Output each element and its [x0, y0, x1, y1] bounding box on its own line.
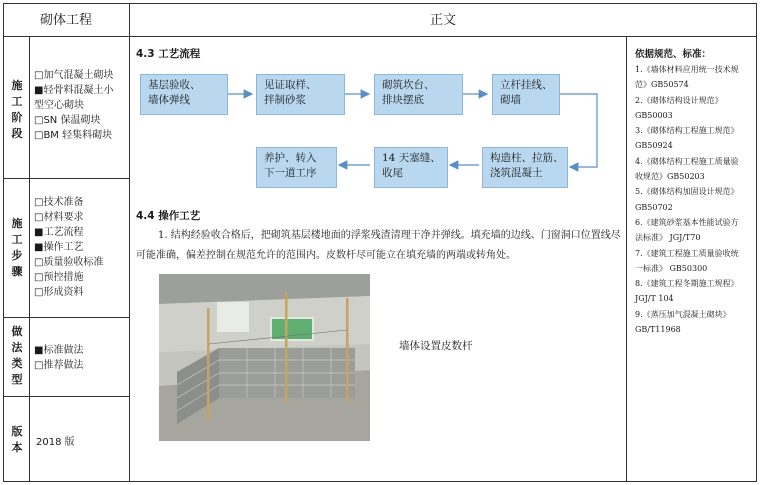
flow-step: [482, 147, 568, 188]
method-option: ■标准做法: [34, 345, 84, 356]
wall-photo: [159, 274, 370, 441]
flow-step-text: 构造柱、拉筋、: [490, 152, 564, 164]
references-title: 依据规范、标准：: [635, 49, 712, 60]
reference-line: 6.《建筑砂浆基本性能试验方: [635, 217, 739, 227]
stage-option: □SN 保温砌块: [34, 115, 101, 126]
section-title: 4.3 工艺流程: [136, 48, 201, 60]
flow-step-text: 下一道工序: [264, 167, 317, 179]
header-main: 正文: [430, 13, 457, 28]
reference-line: 5.《砌体结构加固设计规范》: [635, 187, 739, 197]
steps-option: ■操作工艺: [34, 242, 84, 253]
version-label: 版本: [11, 425, 23, 454]
steps-label: 施工步骤: [11, 217, 23, 278]
reference-line: 法标准》 JGJ/T70: [635, 233, 701, 243]
reference-line: GB/T11968: [635, 325, 681, 335]
body-paragraph: 1. 结构经验收合格后，把砌筑基层楼地面的浮浆残渣清理干净并弹线。填充墙的边线、门窗洞口位置线尽可能准确，偏差控制在规范允许的范围内。皮数杆尽可能立在填充墙的两端或转角处。: [136, 230, 621, 261]
stage-label: 施工阶段: [11, 79, 23, 140]
reference-line: GB50702: [635, 202, 673, 212]
reference-line: 9.《蒸压加气混凝土砌块》: [635, 309, 731, 319]
flow-step-text: 拌制砂浆: [264, 94, 306, 106]
flow-step-text: 见证取样、: [264, 79, 317, 91]
stage-option: 型空心砌块: [34, 100, 84, 111]
steps-option: □技术准备: [34, 197, 84, 208]
steps-option: □形成资料: [34, 287, 84, 298]
method-label: 做法类型: [11, 325, 23, 386]
stage-option: □加气混凝土砌块: [34, 70, 114, 81]
stage-option: ■轻骨料混凝土小: [34, 85, 114, 96]
reference-line: 8.《建筑工程冬期施工规程》: [635, 279, 739, 289]
reference-line: 3.《砌体结构工程施工规范》: [635, 126, 739, 136]
reference-line: JGJ/T 104: [635, 294, 674, 304]
flow-step-text: 基层验收、: [148, 79, 201, 91]
flow-step: [492, 74, 560, 115]
version-value: 2018 版: [36, 437, 75, 448]
steps-option: □预控措施: [34, 272, 84, 283]
references-list: [635, 62, 753, 337]
wall-photo-image: [159, 274, 370, 441]
flow-step: [374, 147, 448, 188]
reference-line: 收规范》GB50203: [635, 172, 705, 182]
reference-line: 7.《建筑工程施工质量验收统: [635, 248, 739, 258]
stage-option: □BM 轻集料砌块: [34, 130, 113, 141]
reference-line: 一标准》 GB50300: [635, 263, 708, 273]
steps-option: □材料要求: [34, 212, 84, 223]
reference-line: 4.《砌体结构工程施工质量验: [635, 156, 739, 166]
flow-step-text: 浇筑混凝土: [490, 167, 543, 179]
flow-step-text: 养护、转入: [264, 152, 317, 164]
header-title: 砌体工程: [40, 13, 93, 28]
flow-step-text: 14 天塞缝、: [382, 152, 441, 164]
flow-step-text: 收尾: [382, 167, 403, 179]
flow-step-text: 排块摆底: [382, 94, 424, 106]
reference-line: GB50003: [635, 110, 673, 120]
photo-caption: 墙体设置皮数杆: [399, 340, 473, 352]
flow-step: [374, 74, 463, 115]
section-title: 4.4 操作工艺: [136, 210, 201, 222]
flow-step-text: 立杆挂线、: [500, 79, 553, 91]
steps-option: ■工艺流程: [34, 227, 84, 238]
reference-line: 范》GB50574: [635, 80, 689, 90]
flow-step-text: 砌筑坎台、: [382, 79, 435, 91]
flow-step-text: 砌墙: [500, 94, 521, 106]
flow-step: [140, 74, 228, 115]
flow-step: [256, 74, 345, 115]
flow-step-text: 墙体弹线: [148, 94, 190, 106]
method-option: □推荐做法: [34, 360, 84, 371]
flow-step: [256, 147, 337, 188]
reference-line: 1.《墙体材料应用统一技术规: [635, 65, 739, 74]
reference-line: GB50924: [635, 141, 673, 151]
reference-line: 2.《砌体结构设计规范》: [635, 95, 723, 105]
steps-option: □质量验收标准: [34, 257, 104, 268]
